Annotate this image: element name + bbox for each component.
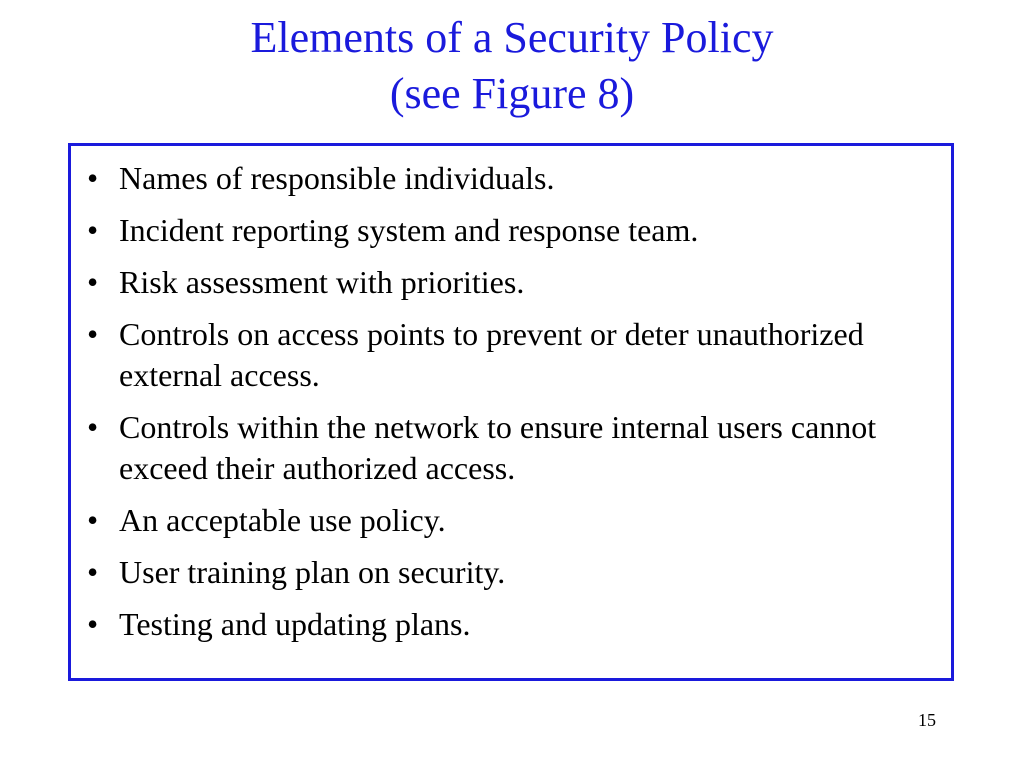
bullet-icon: •	[87, 160, 99, 196]
bullet-icon: •	[87, 316, 99, 352]
bullet-text: An acceptable use policy.	[119, 502, 446, 538]
bullet-item	[87, 314, 941, 396]
title-line-1: Elements of a Security Policy	[250, 13, 774, 62]
bullet-item	[87, 604, 941, 645]
content-box	[68, 143, 954, 681]
page-number: 15	[918, 710, 936, 730]
bullet-text: Controls within the network to ensure internal users cannot exceed their authorized access.	[119, 409, 877, 486]
bullet-icon: •	[87, 554, 99, 590]
bullet-item	[87, 552, 941, 593]
bullet-list	[87, 158, 941, 656]
bullet-icon: •	[87, 212, 99, 248]
bullet-icon: •	[87, 606, 99, 642]
bullet-text: Risk assessment with priorities.	[119, 264, 525, 300]
bullet-icon: •	[87, 409, 99, 445]
slide-title	[0, 10, 1024, 122]
title-line-2: (see Figure 8)	[389, 69, 635, 118]
bullet-text: Incident reporting system and response team.	[119, 212, 699, 248]
bullet-icon: •	[87, 264, 99, 300]
bullet-item	[87, 262, 941, 303]
bullet-text: Testing and updating plans.	[119, 606, 471, 642]
bullet-item	[87, 500, 941, 541]
bullet-item	[87, 158, 941, 199]
bullet-text: Names of responsible individuals.	[119, 160, 555, 196]
bullet-item	[87, 210, 941, 251]
bullet-text: Controls on access points to prevent or deter unauthorized external access.	[119, 316, 864, 393]
bullet-text: User training plan on security.	[119, 554, 506, 590]
bullet-icon: •	[87, 502, 99, 538]
bullet-item	[87, 407, 941, 489]
